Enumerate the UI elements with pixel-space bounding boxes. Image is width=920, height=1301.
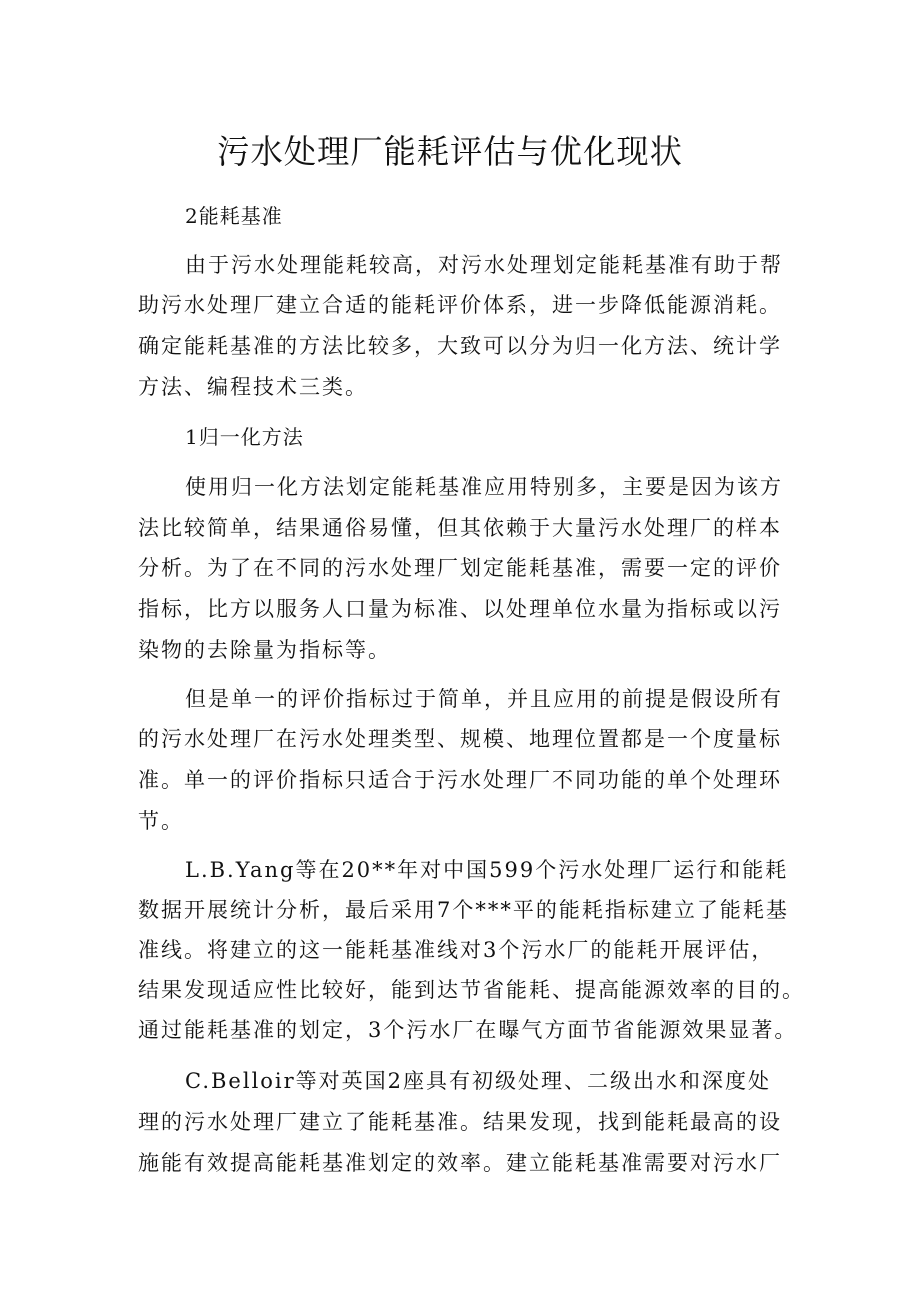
document-title: 污水处理厂能耗评估与优化现状 (217, 132, 683, 171)
paragraph-line: 使用归一化方法划定能耗基准应用特别多，主要是因为该方 (185, 475, 783, 499)
subsection-heading: 1归一化方法 (185, 425, 304, 449)
paragraph-line: 准线。将建立的这一能耗基准线对3个污水厂的能耗开展评估， (138, 938, 775, 962)
paragraph-line: 方法、编程技术三类。 (138, 375, 368, 399)
paragraph-line: 通过能耗基准的划定，3个污水厂在曝气方面节省能源效果显著。 (138, 1018, 798, 1042)
paragraph-line: 结果发现适应性比较好，能到达节省能耗、提高能源效率的目的。 (138, 978, 805, 1002)
paragraph-line: 助污水处理厂建立合适的能耗评价体系，进一步降低能源消耗。 (138, 293, 782, 317)
paragraph-line: 法比较简单，结果通俗易懂，但其依赖于大量污水处理厂的样本 (138, 516, 782, 540)
paragraph-line: 由于污水处理能耗较高，对污水处理划定能耗基准有助于帮 (185, 253, 783, 277)
paragraph-line: C.Belloir等对英国2座具有初级处理、二级出水和深度处 (185, 1069, 772, 1093)
paragraph-line: 分析。为了在不同的污水处理厂划定能耗基准，需要一定的评价 (138, 556, 782, 580)
paragraph-line: 施能有效提高能耗基准划定的效率。建立能耗基准需要对污水厂 (138, 1151, 782, 1175)
paragraph-line: 指标，比方以服务人口量为标准、以处理单位水量为指标或以污 (138, 597, 782, 621)
section-heading: 2能耗基准 (185, 204, 283, 228)
paragraph-line: 数据开展统计分析，最后采用7个***平的能耗指标建立了能耗基 (138, 898, 789, 922)
paragraph-line: 准。单一的评价指标只适合于污水处理厂不同功能的单个处理环 (138, 768, 782, 792)
paragraph-line: 染物的去除量为指标等。 (138, 638, 391, 662)
paragraph-line: 理的污水处理厂建立了能耗基准。结果发现，找到能耗最高的设 (138, 1110, 782, 1134)
paragraph-line: L.B.Yang等在20**年对中国599个污水处理厂运行和能耗 (185, 858, 789, 882)
paragraph-line: 节。 (138, 809, 184, 833)
paragraph-line: 但是单一的评价指标过于简单，并且应用的前提是假设所有 (185, 687, 783, 711)
paragraph-line: 确定能耗基准的方法比较多，大致可以分为归一化方法、统计学 (138, 334, 782, 358)
paragraph-line: 的污水处理厂在污水处理类型、规模、地理位置都是一个度量标 (138, 727, 782, 751)
